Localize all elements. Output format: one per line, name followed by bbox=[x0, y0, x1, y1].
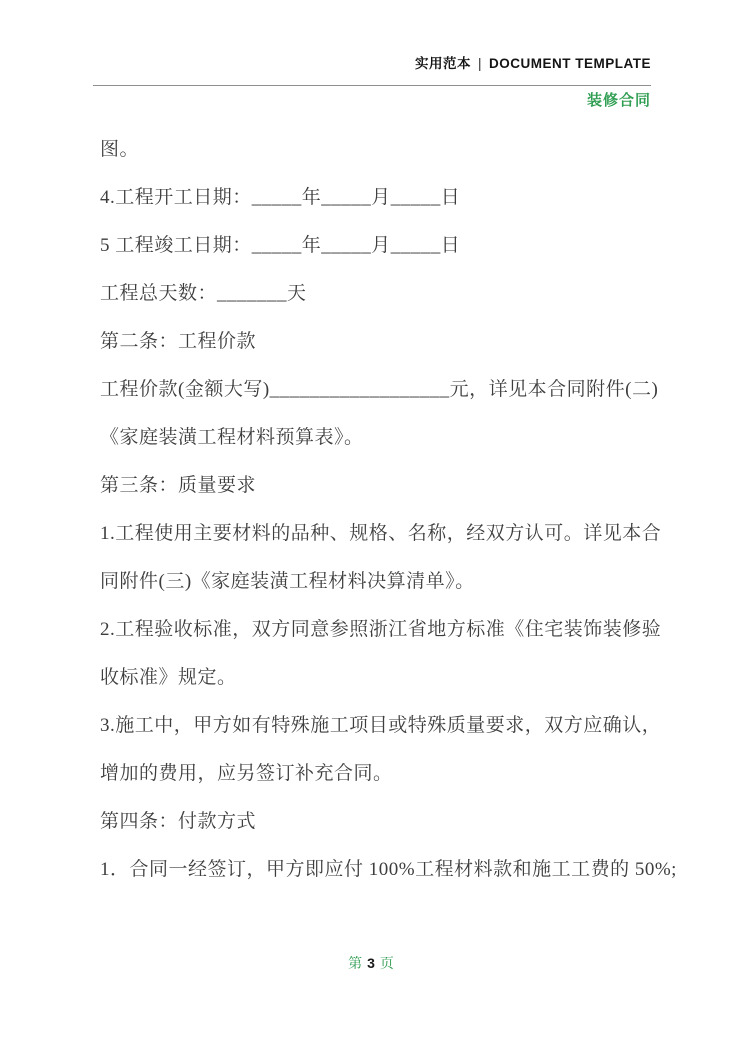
document-line: 收标准》规定。 bbox=[100, 667, 237, 688]
brand-cn: 实用范本 bbox=[414, 56, 471, 71]
page-header bbox=[93, 52, 651, 110]
header-divider bbox=[93, 85, 651, 86]
document-line: 2.工程验收标准，双方同意参照浙江省地方标准《住宅装饰装修验 bbox=[100, 619, 662, 640]
document-body bbox=[100, 126, 677, 894]
document-line: 图。 bbox=[100, 139, 140, 160]
document-line: 4.工程开工日期：_____年_____月_____日 bbox=[100, 187, 461, 208]
brand-en: DOCUMENT TEMPLATE bbox=[489, 56, 651, 71]
document-line: 1．合同一经签订，甲方即应付 100%工程材料款和施工工费的 50%; bbox=[100, 859, 677, 880]
document-line: 5 工程竣工日期：_____年_____月_____日 bbox=[100, 235, 461, 256]
footer-page-suffix: 页 bbox=[379, 955, 396, 971]
document-line: 《家庭装潢工程材料预算表》。 bbox=[100, 427, 364, 448]
document-line: 工程总天数：_______天 bbox=[100, 283, 307, 304]
document-line: 同附件(三)《家庭装潢工程材料决算清单》。 bbox=[100, 571, 475, 592]
document-line: 3.施工中，甲方如有特殊施工项目或特殊质量要求，双方应确认， bbox=[100, 715, 662, 736]
page-footer bbox=[0, 953, 744, 973]
brand-separator: | bbox=[477, 56, 482, 71]
document-line: 第二条：工程价款 bbox=[100, 331, 257, 352]
document-line: 1.工程使用主要材料的品种、规格、名称，经双方认可。详见本合 bbox=[100, 523, 662, 544]
brand-line bbox=[93, 52, 651, 72]
document-line: 第四条：付款方式 bbox=[100, 811, 257, 832]
document-line: 增加的费用，应另签订补充合同。 bbox=[100, 763, 393, 784]
footer-page-number: 3 bbox=[367, 955, 377, 971]
document-line: 工程价款(金额大写)__________________元，详见本合同附件(二) bbox=[100, 379, 659, 400]
footer-page-prefix: 第 bbox=[348, 955, 365, 971]
document-title: 装修合同 bbox=[586, 92, 651, 109]
document-line: 第三条：质量要求 bbox=[100, 475, 257, 496]
